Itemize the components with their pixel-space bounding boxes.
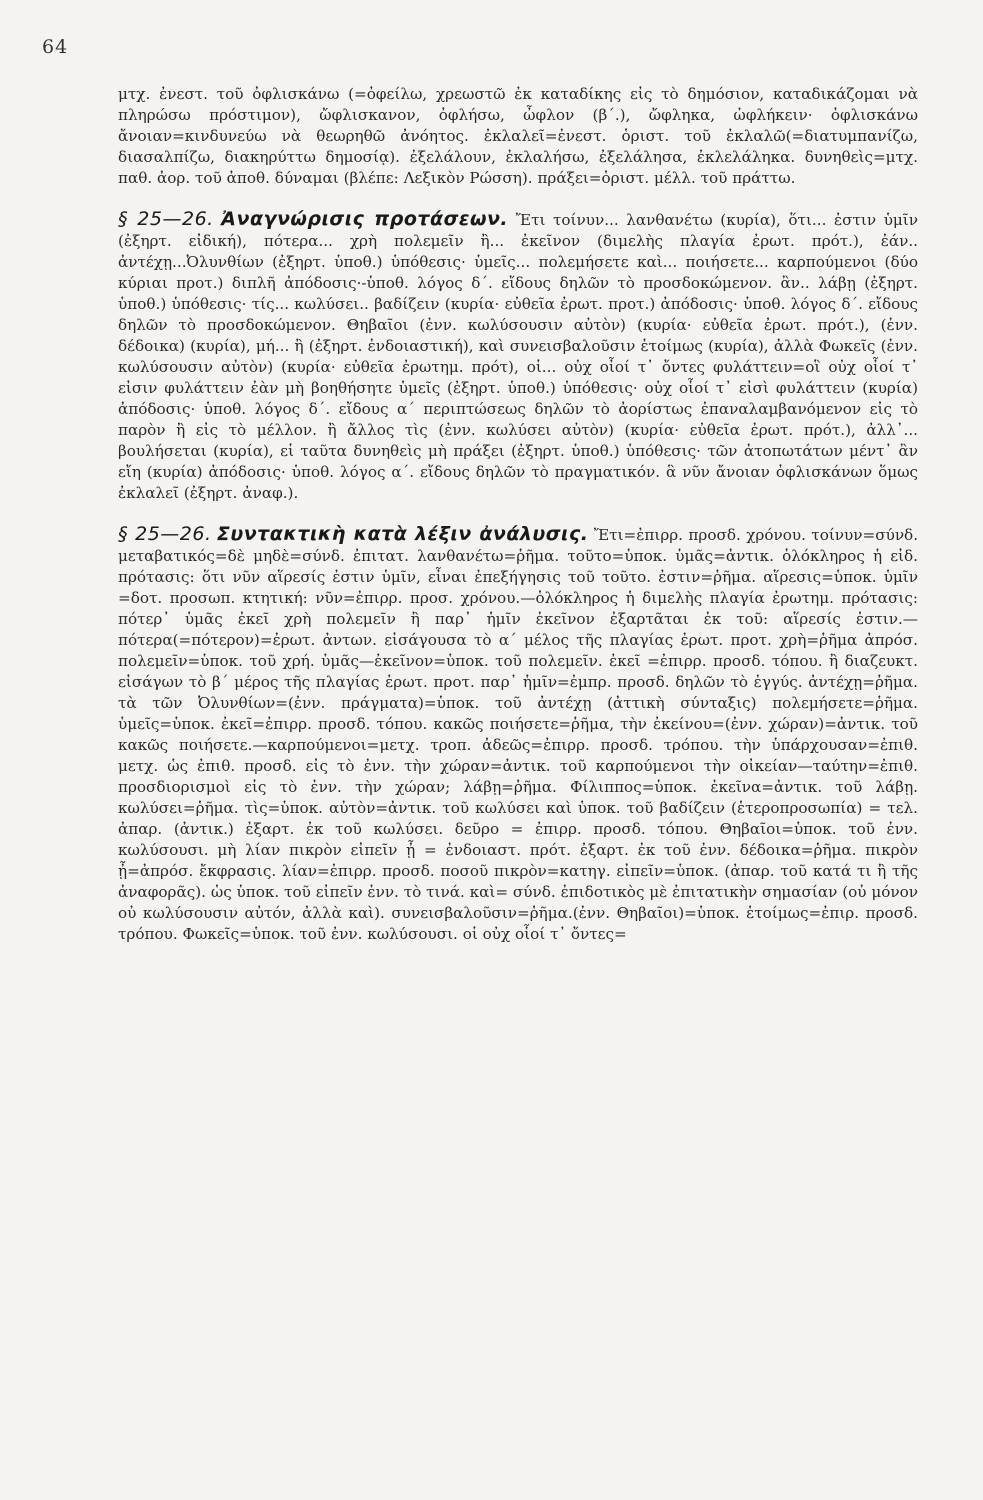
analysis-section-title: Ἀναγνώρισις προτάσεων. xyxy=(221,208,509,230)
syntax-section-title: Συντακτικὴ κατὰ λέξιν ἀνάλυσις. xyxy=(216,523,589,545)
analysis-paragraph: Ἔτι τοίνυν... λανθανέτω (κυρία), ὅτι... ἐστιν ὑμῖν (ἐξηρτ. εἰδική), πότερα... χρὴ πολεμεῖν ἢ... ἐκεῖνον (διμελὴς πλαγία ἐρωτ. πρότ.), ἐάν.. ἀντέχῃ...Ὀλυνθίων (ἐξηρτ. ὑποθ.) ὑπόθεσις· ὑμεῖς... πολεμήσετε καὶ... ποιήσετε... καρπούμενοι (δύο κύριαι προτ.) διπλῆ ἀπόδοσις·-ὑποθ. λόγος δ΄. εἴδους δηλῶν τὸ προσδοκώμενον. ἂν.. λάβῃ (ἐξηρτ. ὑποθ.) ὑπόθεσις· τίς... κωλύσει.. βαδίζειν (κυρία· εὐθεῖα ἐρωτ. προτ.) ἀπόδοσις· ὑποθ. λόγος δ΄. εἴδους δηλῶν τὸ προσδοκώμενον. Θηβαῖοι (ἐνν. κωλύσουσιν αὐτὸν) (κυρία· εὐθεῖα ἐρωτ. πρότ.), (ἐνν. δέδοικα) (κυρία), μή... ἢ (ἐξηρτ. ἐνδοιαστική), καὶ συνεισβαλοῦσιν ἑτοίμως (κυρία), ἀλλὰ Φωκεῖς (ἐνν. κωλύσουσιν αὐτὸν) (κυρία· εὐθεῖα ἐρωτημ. πρότ), οἱ... οὐχ οἷοί τ᾽ ὄντες φυλάττειν=οἳ οὐχ οἷοί τ᾽ εἰσιν φυλάττειν ἐὰν μὴ βοηθήσητε ὑμεῖς (ἐξηρτ. ὑποθ.) ὑπόθεσις· οὐχ οἷοί τ᾽ εἰσὶ φυλάττειν (κυρία) ἀπόδοσις· ὑποθ. λόγος δ΄. εἴδους α΄ περιπτώσεως δηλῶν τὸ ἀορίστως ἐπαναλαμβανόμενον εἰς τὸ παρὸν ἢ εἰς τὸ μέλλον. ἢ ἄλλος τὶς (ἐνν. κωλύσει αὐτὸν) (κυρία· εὐθεῖα ἐρωτ. πρότ.), ἀλλ᾽... βουλήσεται (κυρία), εἰ ταῦτα δυνηθεὶς μὴ πράξει (ἐξηρτ. ὑποθ.) ὑπόθεσις· τῶν ἀτοπωτάτων μέντ᾽ ἂν εἴη (κυρία) ἀπόδοσις· ὑποθ. λόγος α΄. εἴδους δηλῶν τὸ πραγματικόν. ἃ νῦν ἄνοιαν ὀφλισκάνων ὅμως ἐκλαλεῖ (ἐξηρτ. ἀναφ.). xyxy=(118,211,918,502)
analysis-heading-block xyxy=(118,209,918,504)
body-text xyxy=(118,84,918,945)
analysis-section-number: § 25—26. xyxy=(118,208,214,230)
syntax-heading-block xyxy=(118,524,918,945)
intro-paragraph: μτχ. ἐνεστ. τοῦ ὀφλισκάνω (=ὀφείλω, χρεωστῶ ἐκ καταδίκης εἰς τὸ δημόσιον, καταδικάζομαι νὰ πληρώσω πρόστιμον), ὤφλισκανον, ὀφλήσω, ὦφλον (β΄.), ὤφληκα, ὠφλήκειν· ὀφλισκάνω ἄνοιαν=κινδυνεύω νὰ θεωρηθῶ ἀνόητος. ἐκλαλεῖ=ἐνεστ. ὁριστ. τοῦ ἐκλαλῶ(=διατυμπανίζω, διασαλπίζω, διακηρύττω δημοσίᾳ). ἐξελάλουν, ἐκλαλήσω, ἐξελάλησα, ἐκλελάληκα. δυνηθεὶς=μτχ. παθ. ἀορ. τοῦ ἀποθ. δύναμαι (βλέπε: Λεξικὸν Ρώσση). πράξει=ὁριστ. μέλλ. τοῦ πράττω. xyxy=(118,85,918,187)
syntax-paragraph: Ἔτι=ἐπιρρ. προσδ. χρόνου. τοίνυν=σύνδ. μεταβατικός=δὲ μηδὲ=σύνδ. ἐπιτατ. λανθανέτω=ῥῆμα. τοῦτο=ὑποκ. ὑμᾶς=ἀντικ. ὁλόκληρος ἡ εἰδ. πρότασις: ὅτι νῦν αἵρεσίς ἐστιν ὑμῖν, εἶναι ἐπεξήγησις τοῦ τοῦτο. ἐστιν=ῥῆμα. αἵρεσις=ὑποκ. ὑμῖν =δοτ. προσωπ. κτητική: νῦν=ἐπιρρ. προσ. χρόνου.—ὁλόκληρος ἡ διμελὴς πλαγία ἐρωτημ. πρότασις: πότερ᾽ ὑμᾶς ἐκεῖ χρὴ πολεμεῖν ἢ παρ᾽ ἡμῖν ἐκεῖνον ἐξαρτᾶται ἐκ τοῦ: αἵρεσίς ἐστιν.—πότερα(=πότερον)=ἐρωτ. ἀντων. εἰσάγουσα τὸ α΄ μέλος τῆς πλαγίας ἐρωτ. προτ. χρὴ=ῥῆμα ἀπρόσ. πολεμεῖν=ὑποκ. τοῦ χρή. ὑμᾶς—ἐκεῖνον=ὑποκ. τοῦ πολεμεῖν. ἐκεῖ =ἐπιρρ. προσδ. τόπου. ἢ διαζευκτ. εἰσάγων τὸ β΄ μέρος τῆς πλαγίας ἐρωτ. προτ. παρ᾽ ἡμῖν=ἐμπρ. προσδ. δηλῶν τὸ ἐγγύς. ἀντέχῃ=ῥῆμα. τὰ τῶν Ὀλυνθίων=(ἐνν. πράγματα)=ὑποκ. τοῦ ἀντέχῃ (ἀττικὴ σύνταξις) πολεμήσετε=ῥῆμα. ὑμεῖς=ὑποκ. ἐκεῖ=ἐπιρρ. προσδ. τόπου. κακῶς ποιήσετε=ῥῆμα, τὴν ἐκείνου=(ἐνν. χώραν)=ἀντικ. τοῦ κακῶς ποιήσετε.—καρπούμενοι=μετχ. τροπ. ἀδεῶς=ἐπιρρ. προσδ. τρόπου. τὴν ὑπάρχουσαν=ἐπιθ. μετχ. ὡς ἐπιθ. προσδ. εἰς τὸ ἐνν. τὴν χώραν=ἀντικ. τοῦ καρπούμενοι τὴν οἰκείαν—ταύτην=ἐπιθ. προσδιορισμοὶ εἰς τὸ ἐνν. τὴν χώραν; λάβῃ=ῥῆμα. Φίλιππος=ὑποκ. ἐκεῖνα=ἀντικ. τοῦ λάβῃ. κωλύσει=ῥῆμα. τὶς=ὑποκ. αὐτὸν=ἀντικ. τοῦ κωλύσει καὶ ὑποκ. τοῦ βαδίζειν (ἑτεροπροσωπία) = τελ. ἀπαρ. (ἀντικ.) ἐξαρτ. ἐκ τοῦ κωλύσει. δεῦρο = ἐπιρρ. προσδ. τόπου. Θηβαῖοι=ὑποκ. τοῦ ἐνν. κωλύσουσι. μὴ λίαν πικρὸν εἰπεῖν ᾖ = ἐνδοιαστ. πρότ. ἐξαρτ. ἐκ τοῦ ἐνν. δέδοικα=ῥῆμα. πικρὸν ᾖ=ἀπρόσ. ἔκφρασις. λίαν=ἐπιρρ. προσδ. ποσοῦ πικρὸν=κατηγ. εἰπεῖν=ὑποκ. (ἀπαρ. τοῦ κατά τι ἢ τῆς ἀναφορᾶς). ὡς ὑποκ. τοῦ εἰπεῖν ἐνν. τὸ τινά. καὶ= σύνδ. ἐπιδοτικὸς μὲ ἐπιτατικὴν σημασίαν (οὐ μόνον οὐ κωλύσουσιν αὐτόν, ἀλλὰ καὶ). συνεισβαλοῦσιν=ῥῆμα.(ἐνν. Θηβαῖοι)=ὑποκ. ἑτοίμως=ἐπιρ. προσδ. τρόπου. Φωκεῖς=ὑποκ. τοῦ ἐνν. κωλύσουσι. οἱ οὐχ οἷοί τ᾽ ὄντες= xyxy=(118,526,919,943)
page-number: 64 xyxy=(42,36,69,58)
syntax-section-number: § 25—26. xyxy=(118,523,212,545)
